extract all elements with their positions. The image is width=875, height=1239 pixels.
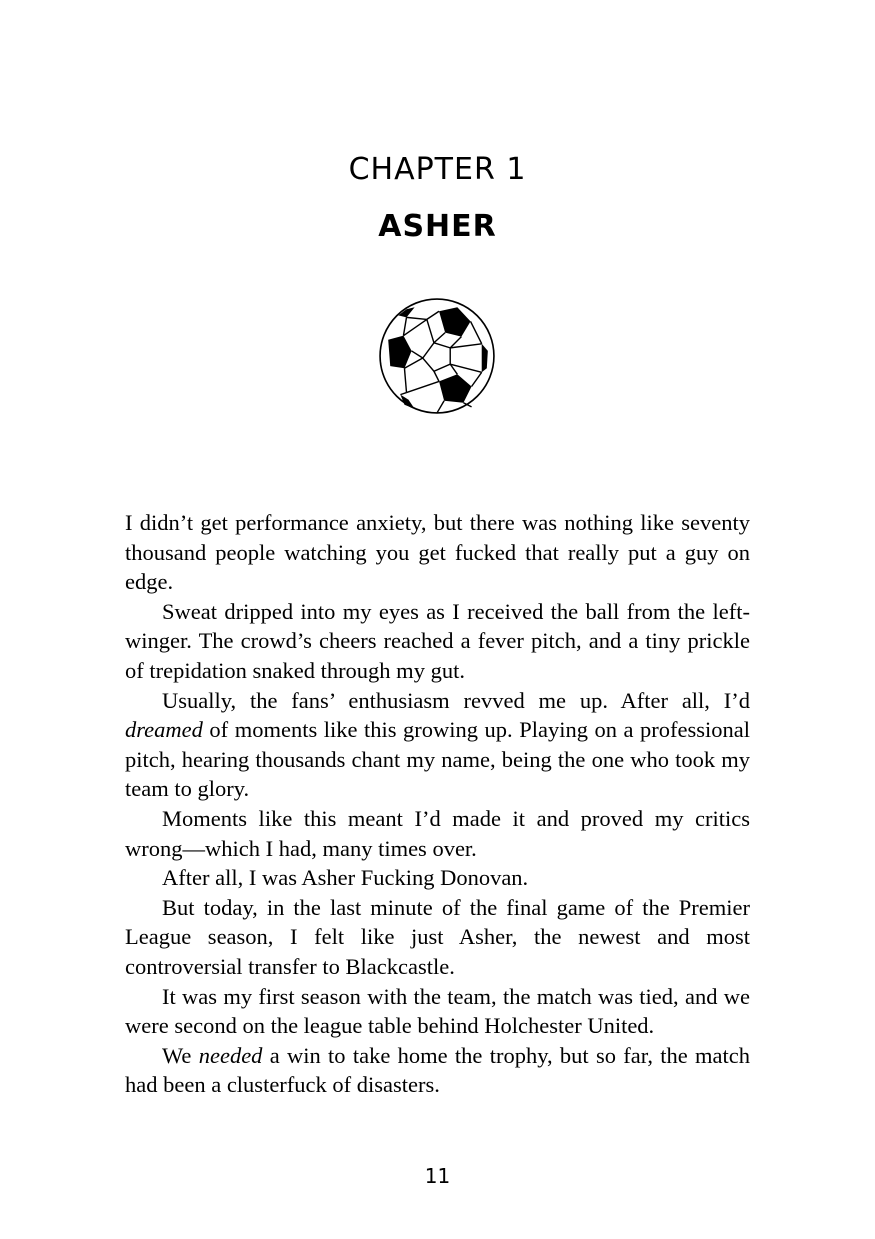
text-run: I didn’t get performance anxiety, but there was nothing like seventy thousand people watching you get fucked that really put a guy on edge. xyxy=(125,510,750,595)
paragraph xyxy=(125,1041,750,1100)
soccer-ball-icon xyxy=(376,295,498,417)
paragraph xyxy=(125,982,750,1041)
paragraph xyxy=(125,686,750,804)
chapter-title: ASHER xyxy=(378,209,497,244)
text-run: After all, I was Asher Fucking Donovan. xyxy=(162,865,529,891)
text-run: Moments like this meant I’d made it and proved my critics wrong—which I had, many times over. xyxy=(125,805,750,861)
text-run: It was my first season with the team, the match was tied, and we were second on the league table behind Holchester United. xyxy=(125,983,750,1039)
paragraph xyxy=(125,863,750,893)
chapter-number: CHAPTER 1 xyxy=(348,152,527,187)
page-number: 11 xyxy=(424,1164,451,1188)
text-run: of moments like this growing up. Playing on a professional pitch, hearing thousands chant my name, being the one who took my team to glory. xyxy=(125,717,750,802)
paragraph xyxy=(125,597,750,686)
paragraph xyxy=(125,893,750,982)
italic-emphasis: needed xyxy=(198,1042,263,1068)
italic-emphasis: dreamed xyxy=(125,717,203,743)
text-run: Sweat dripped into my eyes as I received the ball from the left-winger. The crowd’s cheers reached a fever pitch, and a tiny prickle of trepidation snaked through my gut. xyxy=(125,598,750,683)
chapter-body xyxy=(125,508,750,1100)
text-run: Usually, the fans’ enthusiasm revved me up. After all, I’d xyxy=(162,687,750,713)
paragraph xyxy=(125,508,750,597)
text-run: We xyxy=(162,1042,199,1068)
text-run: a win to take home the trophy, but so far, the match had been a clusterfuck of disasters. xyxy=(125,1042,750,1098)
text-run: But today, in the last minute of the final game of the Premier League season, I felt like just Asher, the newest and most controversial transfer to Blackcastle. xyxy=(125,894,750,979)
paragraph xyxy=(125,804,750,863)
